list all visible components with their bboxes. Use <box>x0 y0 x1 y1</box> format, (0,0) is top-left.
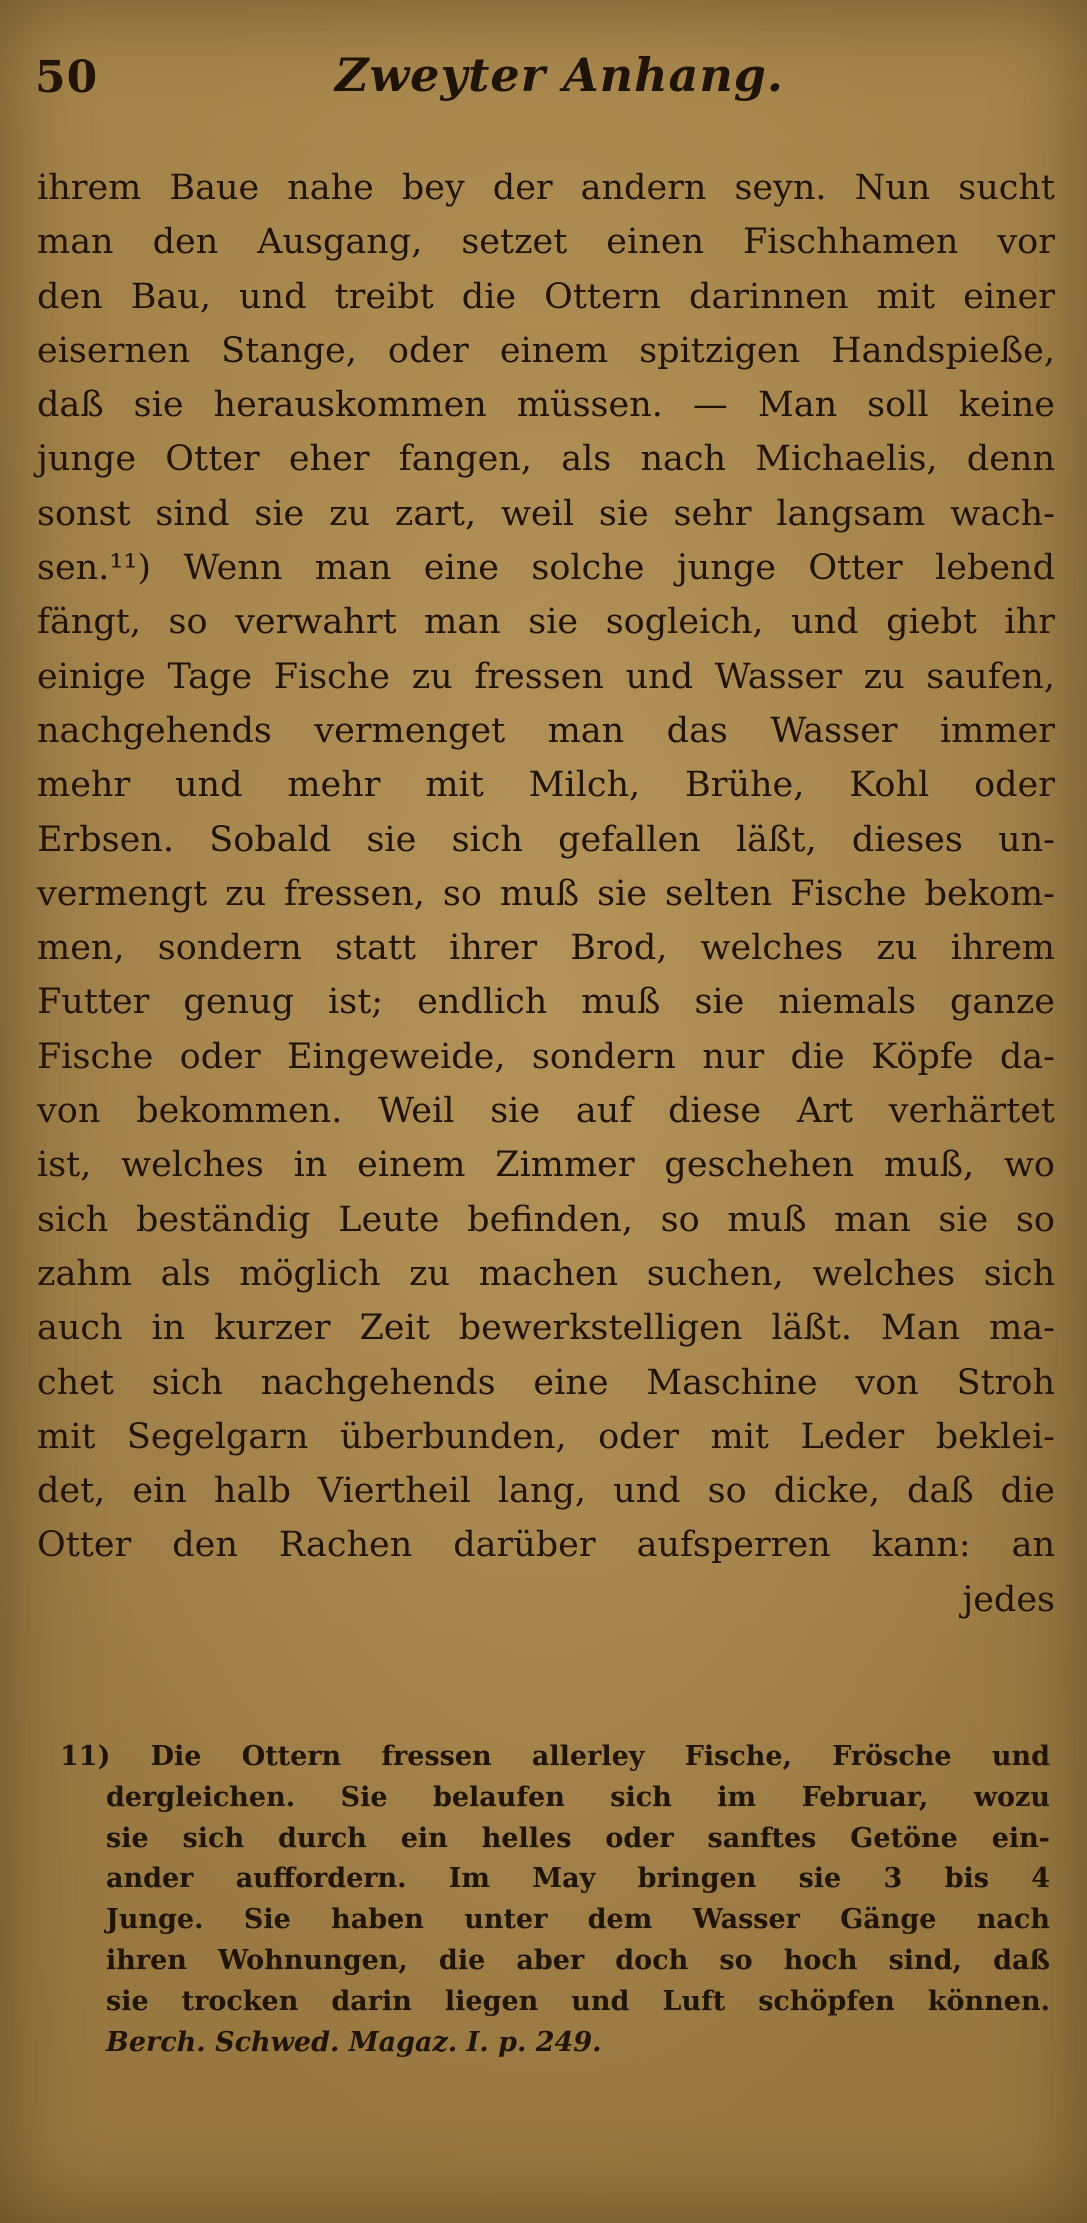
text-line: sen.¹¹) Wenn man eine solche junge Otter lebend <box>37 548 1055 589</box>
footnote <box>60 1737 1050 2063</box>
text-line: daß sie herauskommen müssen. — Man soll keine <box>37 385 1055 426</box>
text-line: einige Tage Fische zu fressen und Wasser zu saufen, <box>37 656 1055 697</box>
footnote-line: Junge. Sie haben unter dem Wasser Gänge nach <box>106 1904 1050 1936</box>
text-line: von bekommen. Weil sie auf diese Art verhärtet <box>37 1091 1055 1132</box>
footnote-citation: Berch. Schwed. Magaz. I. p. 249. <box>106 2026 602 2058</box>
text-line: Futter genug ist; endlich muß sie niemals ganze <box>37 982 1055 1023</box>
text-line: Erbsen. Sobald sie sich gefallen läßt, dieses un- <box>37 819 1055 860</box>
text-line: chet sich nachgehends eine Maschine von Stroh <box>37 1362 1055 1403</box>
text-line: zahm als möglich zu machen suchen, welches sich <box>37 1253 1055 1294</box>
text-line: men, sondern statt ihrer Brod, welches zu ihrem <box>37 928 1055 969</box>
running-head: Zweyter Anhang. <box>335 48 784 102</box>
page-header <box>35 48 1037 118</box>
footnote-line: ihren Wohnungen, die aber doch so hoch sind, daß <box>106 1944 1050 1976</box>
text-line: Fische oder Eingeweide, sondern nur die Köpfe da- <box>37 1036 1055 1077</box>
text-line: den Bau, und treibt die Ottern darinnen mit einer <box>37 276 1055 317</box>
text-line: nachgehends vermenget man das Wasser immer <box>37 710 1055 751</box>
text-line: mehr und mehr mit Milch, Brühe, Kohl oder <box>37 765 1055 806</box>
text-line: Otter den Rachen darüber aufsperren kann: an <box>37 1525 1055 1566</box>
footnote-line: ander auffordern. Im May bringen sie 3 bis 4 <box>106 1863 1050 1895</box>
text-line: man den Ausgang, setzet einen Fischhamen vor <box>37 222 1055 263</box>
text-line: sonst sind sie zu zart, weil sie sehr langsam wach- <box>37 493 1055 534</box>
catchword: jedes <box>962 1579 1055 1620</box>
footnote-line: dergleichen. Sie belaufen sich im Februar, wozu <box>106 1781 1050 1813</box>
text-line: mit Segelgarn überbunden, oder mit Leder beklei- <box>37 1416 1055 1457</box>
footnote-line: sie trocken darin liegen und Luft schöpfen können. <box>106 1985 1050 2017</box>
text-line: auch in kurzer Zeit bewerkstelligen läßt. Man ma- <box>37 1308 1055 1349</box>
body-text <box>37 161 1055 1627</box>
text-line: det, ein halb Viertheil lang, und so dicke, daß die <box>37 1471 1055 1512</box>
text-line: eisernen Stange, oder einem spitzigen Handspieße, <box>37 330 1055 371</box>
text-line: fängt, so verwahrt man sie sogleich, und giebt ihr <box>37 602 1055 643</box>
footnote-line: sie sich durch ein helles oder sanftes Getöne ein- <box>106 1822 1050 1854</box>
text-line: ihrem Baue nahe bey der andern seyn. Nun sucht <box>37 168 1055 208</box>
text-line: junge Otter eher fangen, als nach Michaelis, denn <box>37 439 1055 480</box>
page-number: 50 <box>35 52 99 103</box>
text-line: vermengt zu fressen, so muß sie selten Fische bekom- <box>37 873 1055 914</box>
footnote-line: 11) Die Ottern fressen allerley Fische, Frösche und <box>60 1741 1050 1772</box>
text-line: sich beständig Leute befinden, so muß man sie so <box>37 1199 1055 1240</box>
text-line: ist, welches in einem Zimmer geschehen muß, wo <box>37 1145 1055 1186</box>
